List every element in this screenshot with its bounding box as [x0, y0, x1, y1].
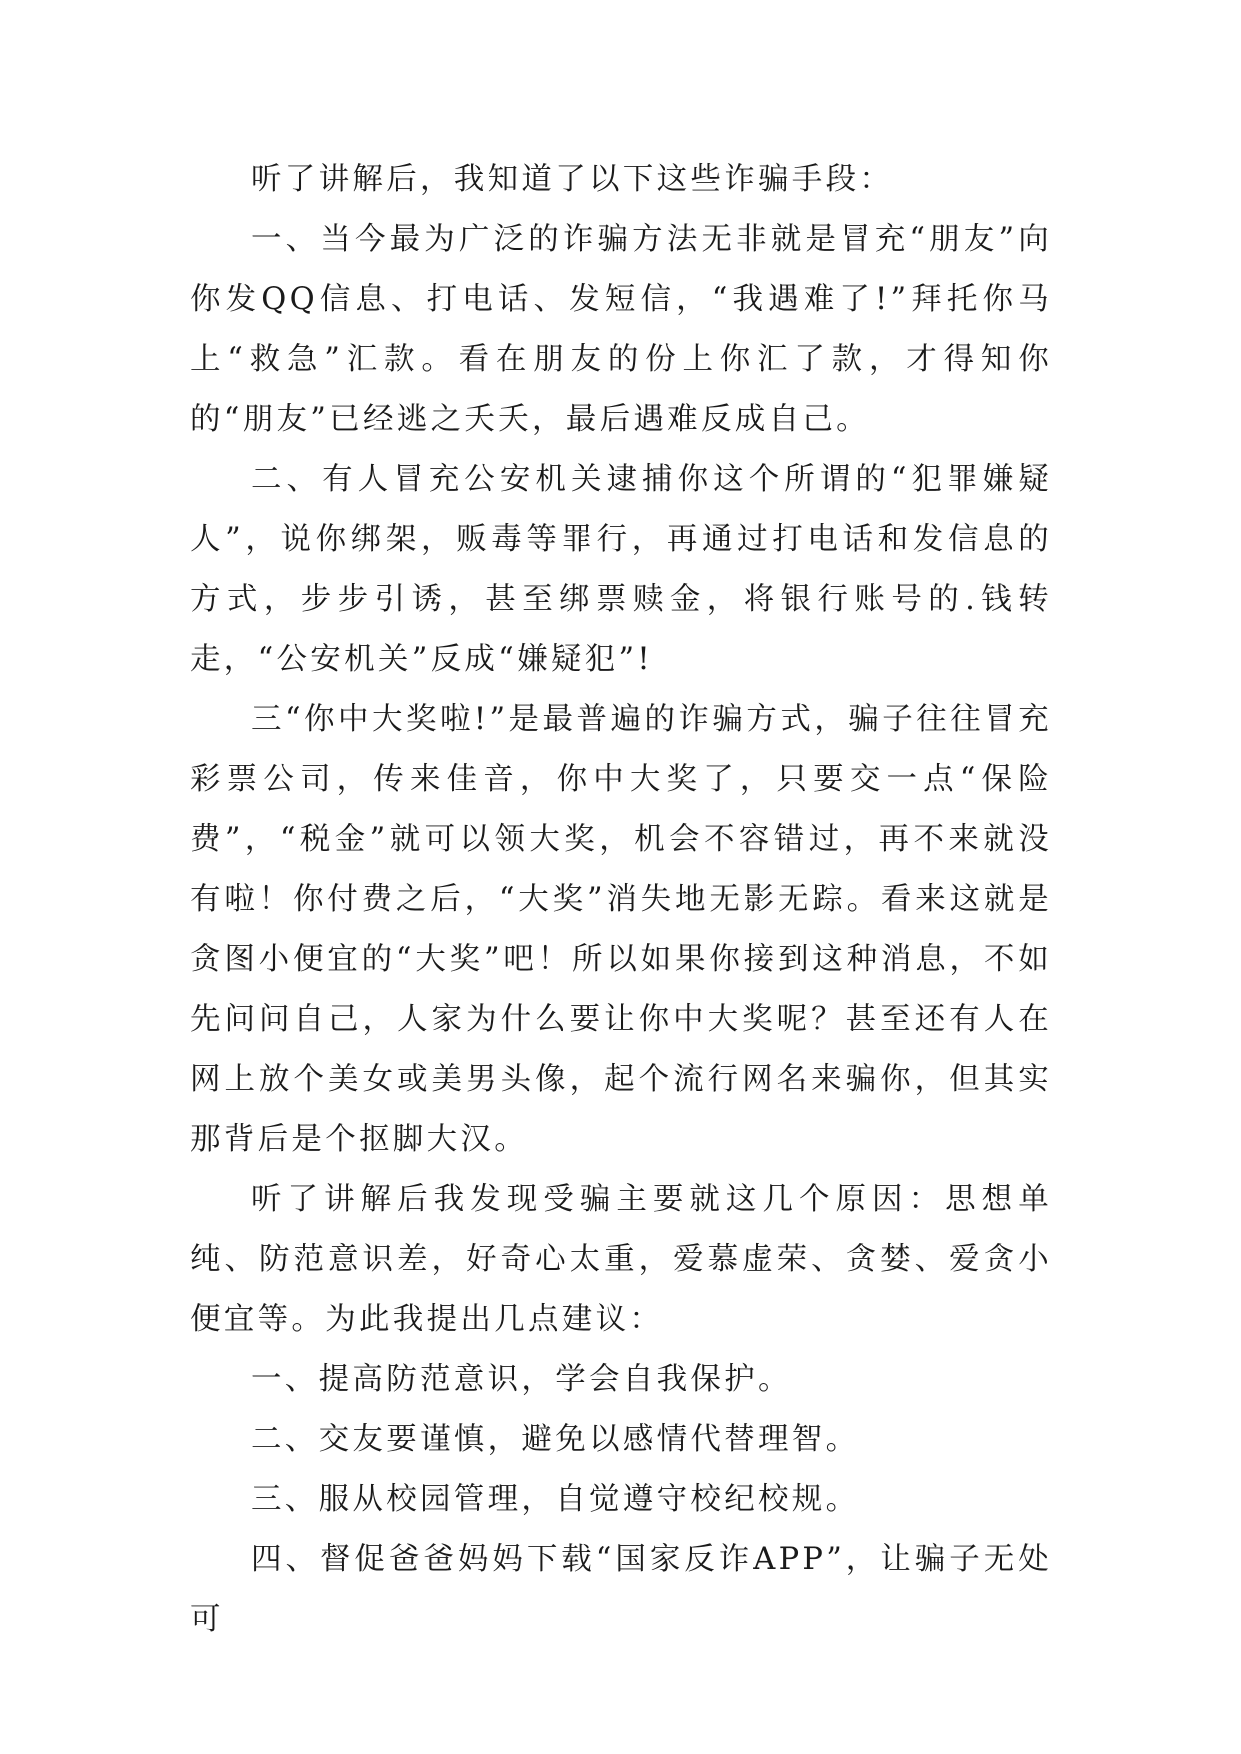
paragraph-suggestion-3: 三、服从校园管理，自觉遵守校纪校规。	[251, 1482, 860, 1517]
document-body	[190, 150, 1052, 1650]
paragraph-suggestion-2: 二、交友要谨慎，避免以感情代替理智。	[251, 1422, 860, 1457]
paragraph-reasons: 听了讲解后我发现受骗主要就这几个原因：思想单纯、防范意识差，好奇心太重，爱慕虚荣、贪婪、爱贪小便宜等。为此我提出几点建议：	[190, 1182, 1052, 1337]
paragraph-intro: 听了讲解后，我知道了以下这些诈骗手段：	[251, 162, 894, 197]
paragraph-fraud-1: 一、当今最为广泛的诈骗方法无非就是冒充“朋友”向你发QQ信息、打电话、发短信，“我遇难了!”拜托你马上“救急”汇款。看在朋友的份上你汇了款，才得知你的“朋友”已经逃之夭夭，最后遇难反成自己。	[190, 222, 1052, 437]
paragraph-fraud-3: 三“你中大奖啦!”是最普遍的诈骗方式，骗子往往冒充彩票公司，传来佳音，你中大奖了，只要交一点“保险费”，“税金”就可以领大奖，机会不容错过，再不来就没有啦！你付费之后，“大奖”消失地无影无踪。看来这就是贪图小便宜的“大奖”吧！所以如果你接到这种消息，不如先问问自己，人家为什么要让你中大奖呢？甚至还有人在网上放个美女或美男头像，起个流行网名来骗你，但其实那背后是个抠脚大汉。	[190, 702, 1052, 1157]
paragraph-fraud-2: 二、有人冒充公安机关逮捕你这个所谓的“犯罪嫌疑人”，说你绑架，贩毒等罪行，再通过打电话和发信息的方式，步步引诱，甚至绑票赎金，将银行账号的.钱转走，“公安机关”反成“嫌疑犯”!	[190, 462, 1052, 677]
paragraph-suggestion-4: 四、督促爸爸妈妈下载“国家反诈APP”，让骗子无处可	[190, 1542, 1052, 1637]
paragraph-suggestion-1: 一、提高防范意识，学会自我保护。	[251, 1362, 792, 1397]
